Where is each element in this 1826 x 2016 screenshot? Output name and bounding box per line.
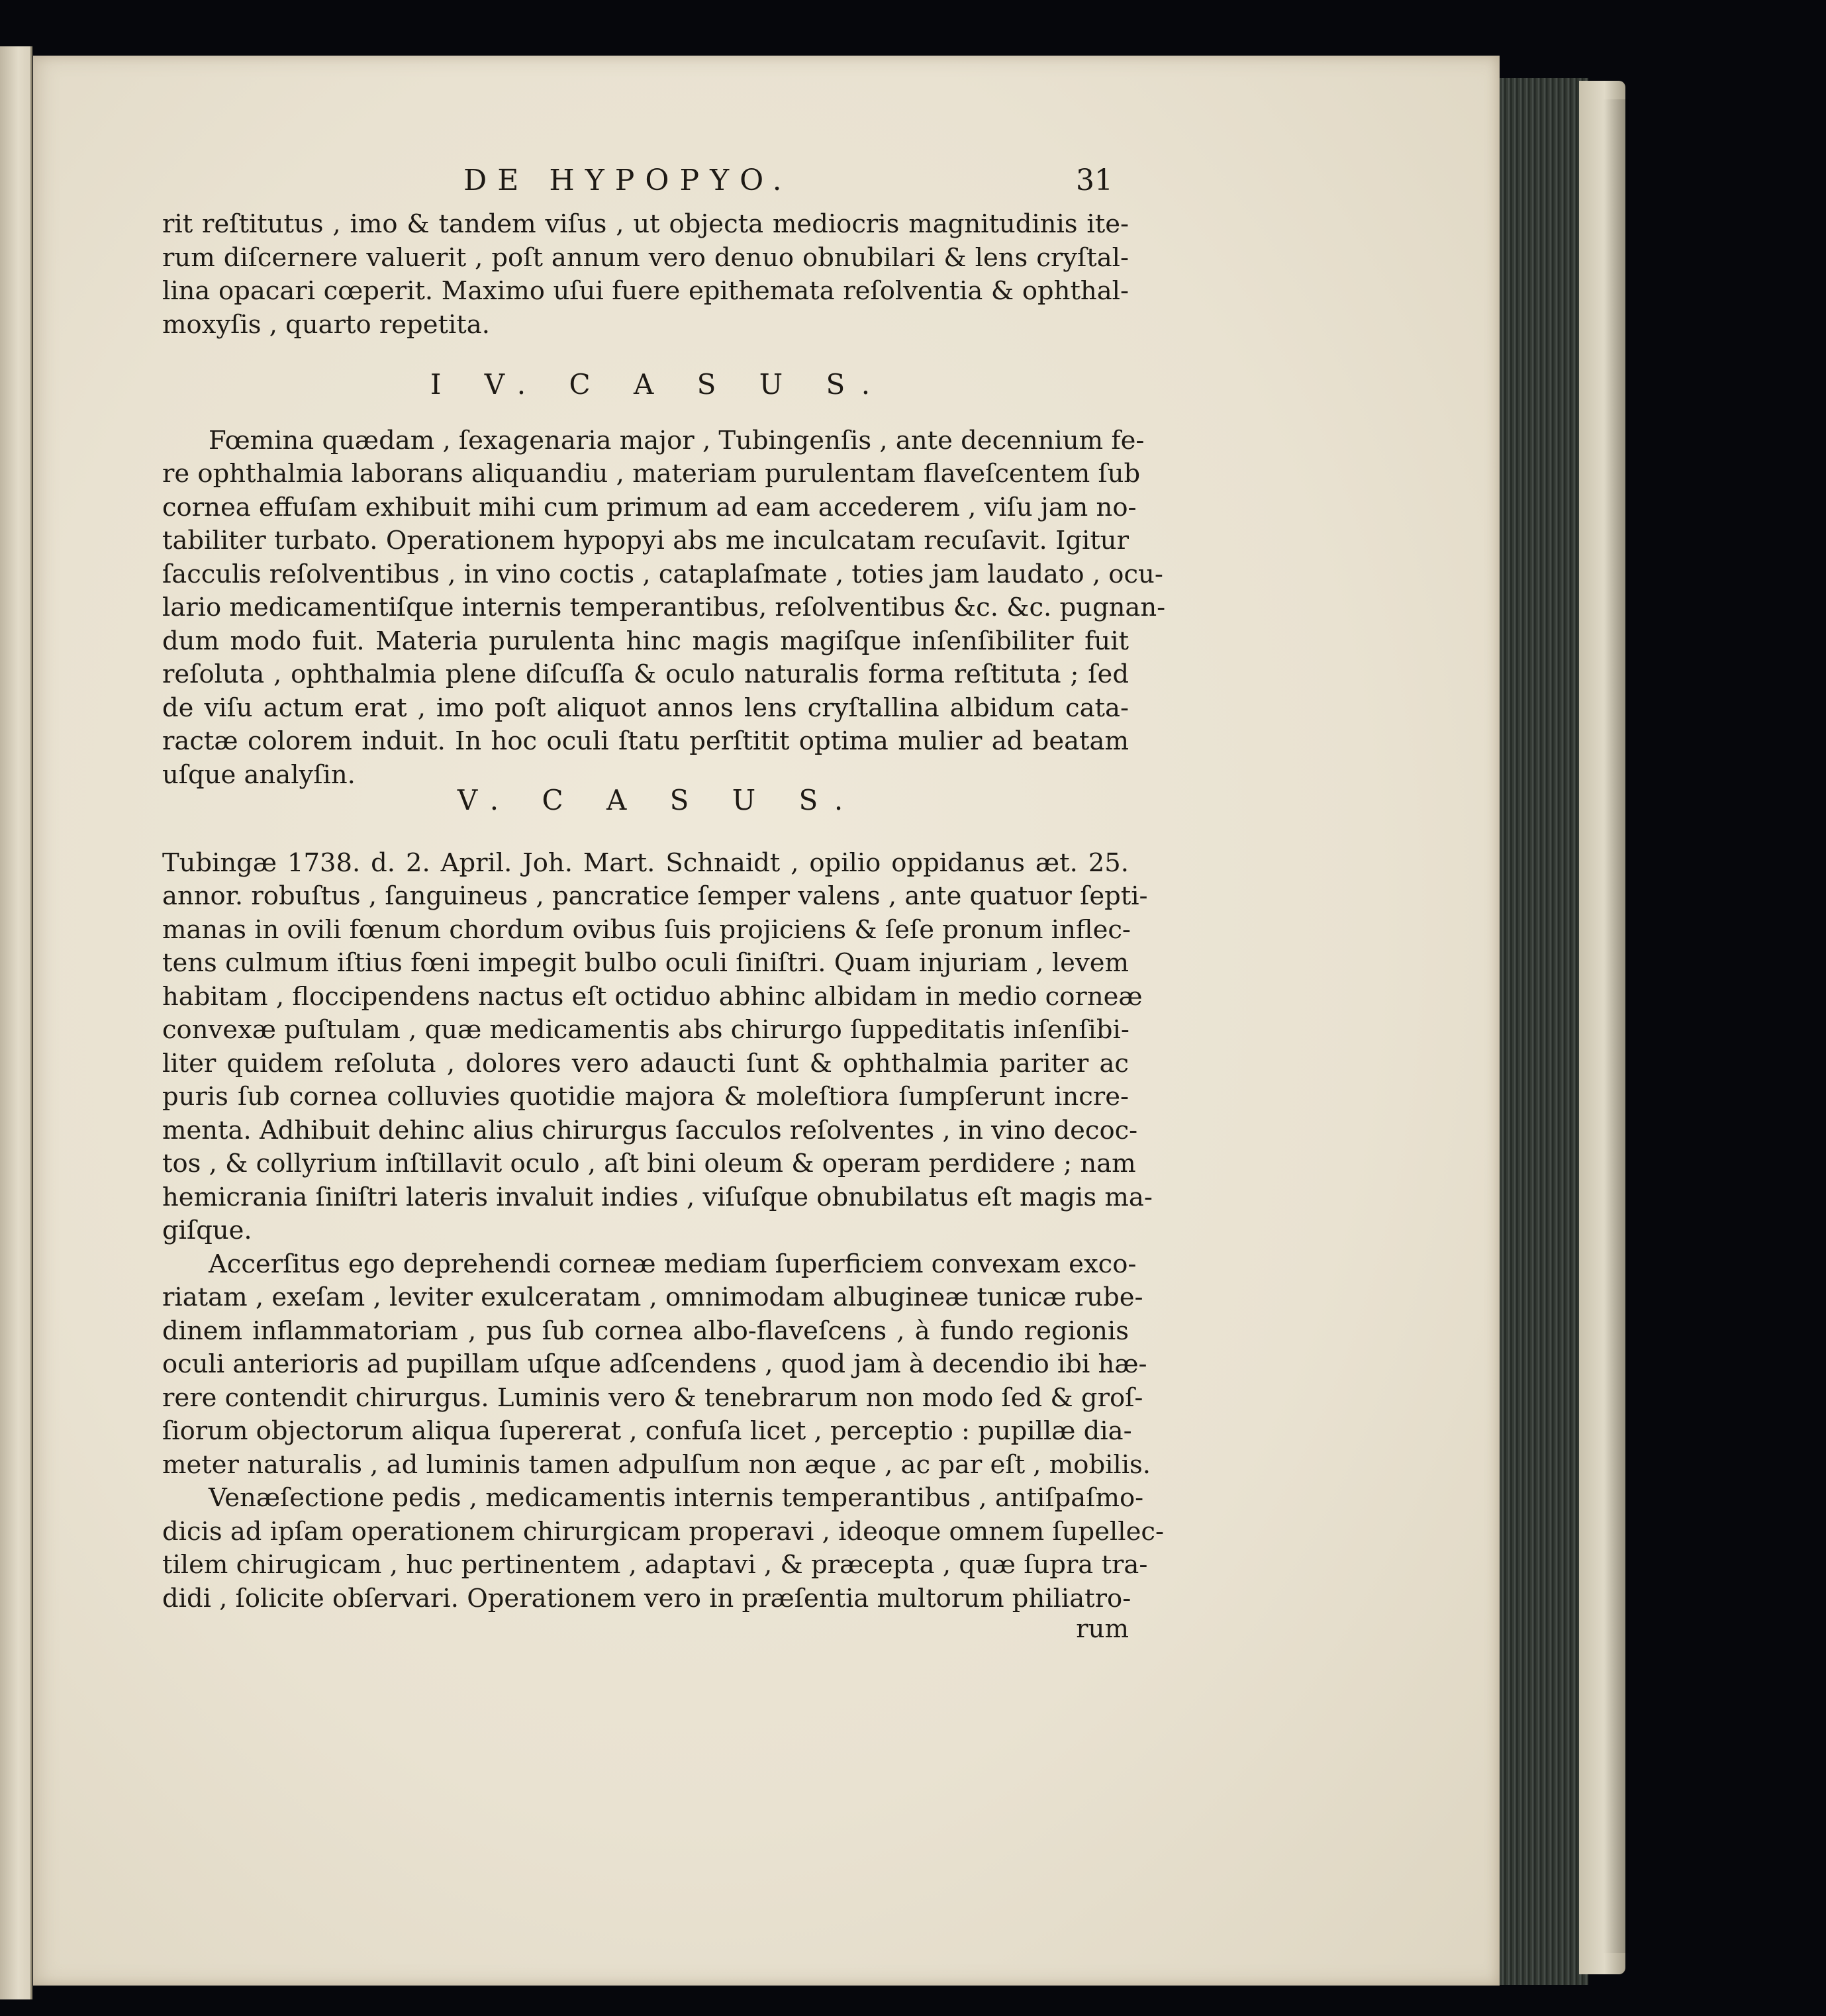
- facing-page-edge: [0, 46, 32, 1999]
- text-line: dum modo fuit. Materia purulenta hinc magis magiſque inſenſibiliter fuit: [162, 626, 1129, 656]
- text-line: meter naturalis , ad luminis tamen adpulſum non æque , ac par eſt , mobilis.: [162, 1449, 1151, 1480]
- text-line: convexæ puſtulam , quæ medicamentis abs chirurgo ſuppeditatis inſenſibi-: [162, 1015, 1129, 1045]
- text-line: ractæ colorem induit. In hoc oculi ſtatu perſtitit optima mulier ad beatam: [162, 726, 1129, 756]
- text-line: giſque.: [162, 1216, 252, 1245]
- text-line: manas in ovili fœnum chordum ovibus ſuis projiciens & ſeſe pronum inflec-: [162, 914, 1131, 945]
- paragraph-5: [162, 1482, 1164, 1615]
- running-head: [162, 164, 1129, 204]
- text-line: Venæſectione pedis , medicamentis internis temperantibus , antiſpaſmo-: [209, 1483, 1144, 1513]
- text-line: tos , & collyrium inſtillavit oculo , aſt bini oleum & operam perdidere ; nam: [162, 1149, 1136, 1178]
- paragraph-3: [162, 847, 1153, 1248]
- text-line: riatam , exeſam , leviter exulceratam , omnimodam albugineæ tunicæ rube-: [162, 1282, 1143, 1312]
- text-line: menta. Adhibuit dehinc alius chirurgus ſacculos reſolventes , in vino decoc-: [162, 1115, 1138, 1145]
- text-line: dicis ad ipſam operationem chirurgicam properavi , ideoque omnem ſupellec-: [162, 1516, 1164, 1547]
- text-line: ſacculis reſolventibus , in vino coctis , cataplaſmate , toties jam laudato , ocu-: [162, 559, 1163, 589]
- text-line: didi , ſolicite obſervari. Operationem vero in præſentia multorum philiatro-: [162, 1583, 1131, 1613]
- paragraph-1: [162, 208, 1129, 342]
- section-heading-casus-iv: I V. C A S U S.: [430, 368, 888, 401]
- cover-shadow: [1602, 99, 1629, 1953]
- text-line: habitam , floccipendens nactus eſt octiduo abhinc albidam in medio corneæ: [162, 981, 1143, 1012]
- text-line: tens culmum iſtius fœni impegit bulbo oculi ſiniſtri. Quam injuriam , levem: [162, 948, 1129, 978]
- page-text: [162, 164, 1166, 1647]
- text-line: hemicrania ſiniſtri lateris invaluit indies , viſuſque obnubilatus eſt magis ma-: [162, 1182, 1153, 1212]
- text-line: annor. robuſtus , ſanguineus , pancratice ſemper valens , ante quatuor ſepti-: [162, 881, 1148, 911]
- text-line: puris ſub cornea colluvies quotidie majora & moleſtiora ſumpſerunt incre-: [162, 1082, 1129, 1112]
- text-line: tabiliter turbato. Operationem hypopyi abs me inculcatam recuſavit. Igitur: [162, 526, 1129, 555]
- text-line: lario medicamentiſque internis temperantibus, reſolventibus &c. &c. pugnan-: [162, 593, 1166, 622]
- text-line: rere contendit chirurgus. Luminis vero & tenebrarum non modo ſed & groſ-: [162, 1382, 1143, 1413]
- text-line: de viſu actum erat , imo poſt aliquot annos lens cryſtallina albidum cata-: [162, 693, 1129, 723]
- text-line: Fœmina quædam , ſexagenaria major , Tubingenſis , ante decennium fe-: [209, 425, 1145, 456]
- text-line: tilem chirugicam , huc pertinentem , adaptavi , & præcepta , quæ ſupra tra-: [162, 1550, 1148, 1580]
- book-fore-edge: [1486, 78, 1588, 1985]
- text-line: dinem inflammatoriam , pus ſub cornea albo-flaveſcens , à fundo regionis: [162, 1316, 1129, 1346]
- text-line: ſiorum objectorum aliqua ſupererat , confuſa licet , perceptio : pupillæ dia-: [162, 1416, 1132, 1446]
- text-line: rum diſcernere valuerit , poſt annum vero denuo obnubilari & lens cryſtal-: [162, 242, 1129, 273]
- text-line: re ophthalmia laborans aliquandiu , materiam purulentam flaveſcentem ſub: [162, 459, 1141, 489]
- catchword: rum: [1076, 1614, 1129, 1644]
- text-line: lina opacari cœperit. Maximo uſui fuere epithemata reſolventia & ophthal-: [162, 276, 1129, 306]
- text-line: moxyſis , quarto repetita.: [162, 309, 490, 340]
- text-line: uſque analyſin.: [162, 759, 356, 790]
- text-line: liter quidem reſoluta , dolores vero adaucti ſunt & ophthalmia pariter ac: [162, 1048, 1129, 1079]
- page-number: 31: [1076, 164, 1113, 197]
- text-line: Accerſitus ego deprehendi corneæ mediam ſuperficiem convexam exco-: [209, 1249, 1137, 1279]
- paragraph-4: [162, 1248, 1151, 1482]
- text-line: Tubingæ 1738. d. 2. April. Joh. Mart. Schnaidt , opilio oppidanus æt. 25.: [162, 847, 1129, 878]
- text-line: oculi anterioris ad pupillam uſque adſcendens , quod jam à decendio ibi hæ-: [162, 1349, 1147, 1379]
- paragraph-2: [162, 424, 1166, 792]
- text-line: rit reſtitutus , imo & tandem viſus , ut objecta mediocris magnitudinis ite-: [162, 209, 1129, 239]
- running-title: DE HYPOPYO.: [463, 164, 793, 197]
- text-line: cornea effuſam exhibuit mihi cum primum ad eam accederem , viſu jam no-: [162, 492, 1137, 522]
- text-line: reſoluta , ophthalmia plene diſcuſſa & oculo naturalis forma reſtituta ; ſed: [162, 659, 1129, 689]
- section-heading-casus-v: V. C A S U S.: [457, 784, 861, 816]
